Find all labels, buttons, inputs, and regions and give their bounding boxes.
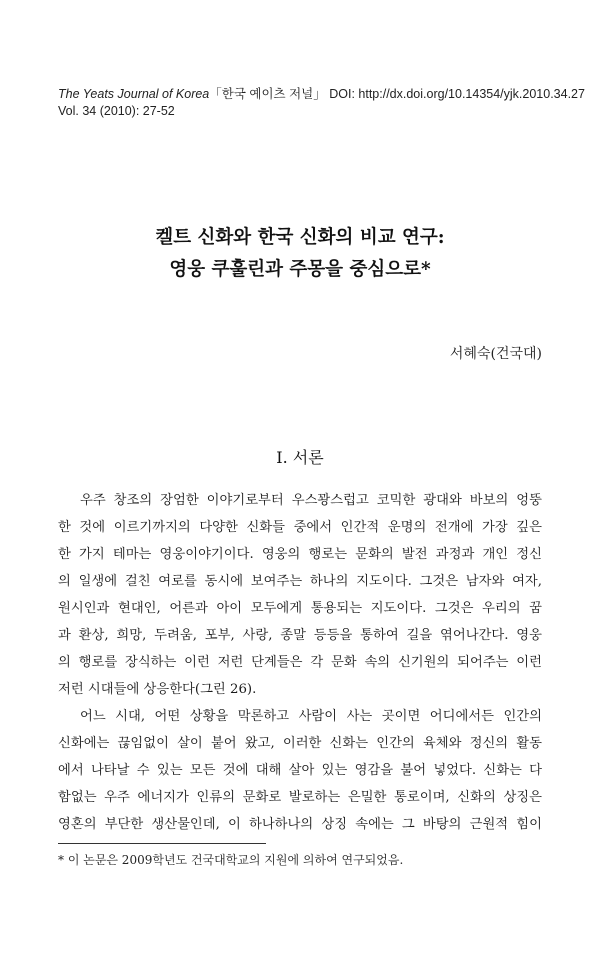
text-line: 저런 시대들에 상응한다(그린 26). bbox=[58, 682, 257, 697]
text-line: 한 것에 이르기까지의 다양한 신화들 중에서 인간적 운명의 전개에 가장 깊은 bbox=[58, 520, 542, 535]
volume-info: Vol. 34 (2010): 27-52 bbox=[58, 104, 175, 118]
paragraph-2 bbox=[58, 703, 542, 838]
body-text bbox=[58, 487, 542, 838]
footnote: * 이 논문은 2009학년도 건국대학교의 지원에 의하여 연구되었음. bbox=[58, 853, 404, 867]
text-line: 에서 나타날 수 있는 모든 것에 대해 살아 있는 영감을 불어 넣었다. 신화는 다 bbox=[58, 763, 542, 778]
text-line: 우주 창조의 장엄한 이야기로부터 우스꽝스럽고 코믹한 광대와 바보의 엉뚱 bbox=[80, 493, 542, 508]
text-line: 어느 시대, 어떤 상황을 막론하고 사람이 사는 곳이면 어디에서든 인간의 bbox=[80, 709, 542, 724]
author-affiliation: 서혜숙(건국대) bbox=[449, 346, 542, 362]
text-line: 원시인과 현대인, 어른과 아이 모두에게 통용되는 지도이다. 그것은 우리의 꿈 bbox=[58, 601, 542, 616]
text-line: 과 환상, 희망, 두려움, 포부, 사랑, 종말 등등을 통하여 길을 엮어나간다. 영웅 bbox=[58, 628, 542, 643]
footnote-divider bbox=[58, 843, 266, 844]
journal-korean-name: 「한국 예이츠 저널」 bbox=[209, 87, 326, 101]
text-line: 영혼의 부단한 생산물인데, 이 하나하나의 상징 속에는 그 바탕의 근원적 힘이 bbox=[58, 817, 542, 832]
section-heading: I. 서론 bbox=[276, 448, 324, 467]
paragraph-1 bbox=[58, 487, 542, 703]
paper-title bbox=[0, 222, 600, 286]
title-line-2: 영웅 쿠훌린과 주몽을 중심으로* bbox=[169, 259, 431, 280]
title-line-1: 켈트 신화와 한국 신화의 비교 연구: bbox=[155, 227, 445, 248]
journal-citation-line bbox=[58, 86, 585, 103]
text-line: 의 행로를 장식하는 이런 저런 단계들은 각 문화 속의 신기원의 되어주는 이런 bbox=[58, 655, 542, 670]
text-line: 의 일생에 걸친 여로를 동시에 보여주는 하나의 지도이다. 그것은 남자와 여자, bbox=[58, 574, 542, 589]
text-line: 함없는 우주 에너지가 인류의 문화로 발로하는 은밀한 통로이며, 신화의 상징은 bbox=[58, 790, 542, 805]
text-line: 한 가지 테마는 영웅이야기이다. 영웅의 행로는 문화의 발전 과정과 개인 정신 bbox=[58, 547, 542, 562]
journal-name: The Yeats Journal of Korea bbox=[58, 87, 210, 101]
journal-header bbox=[58, 86, 585, 120]
text-line: 신화에는 끊임없이 살이 붙어 왔고, 이러한 신화는 인간의 육체와 정신의 활동 bbox=[58, 736, 542, 751]
doi-link[interactable]: DOI: http://dx.doi.org/10.14354/yjk.2010.34.27 bbox=[329, 87, 585, 101]
